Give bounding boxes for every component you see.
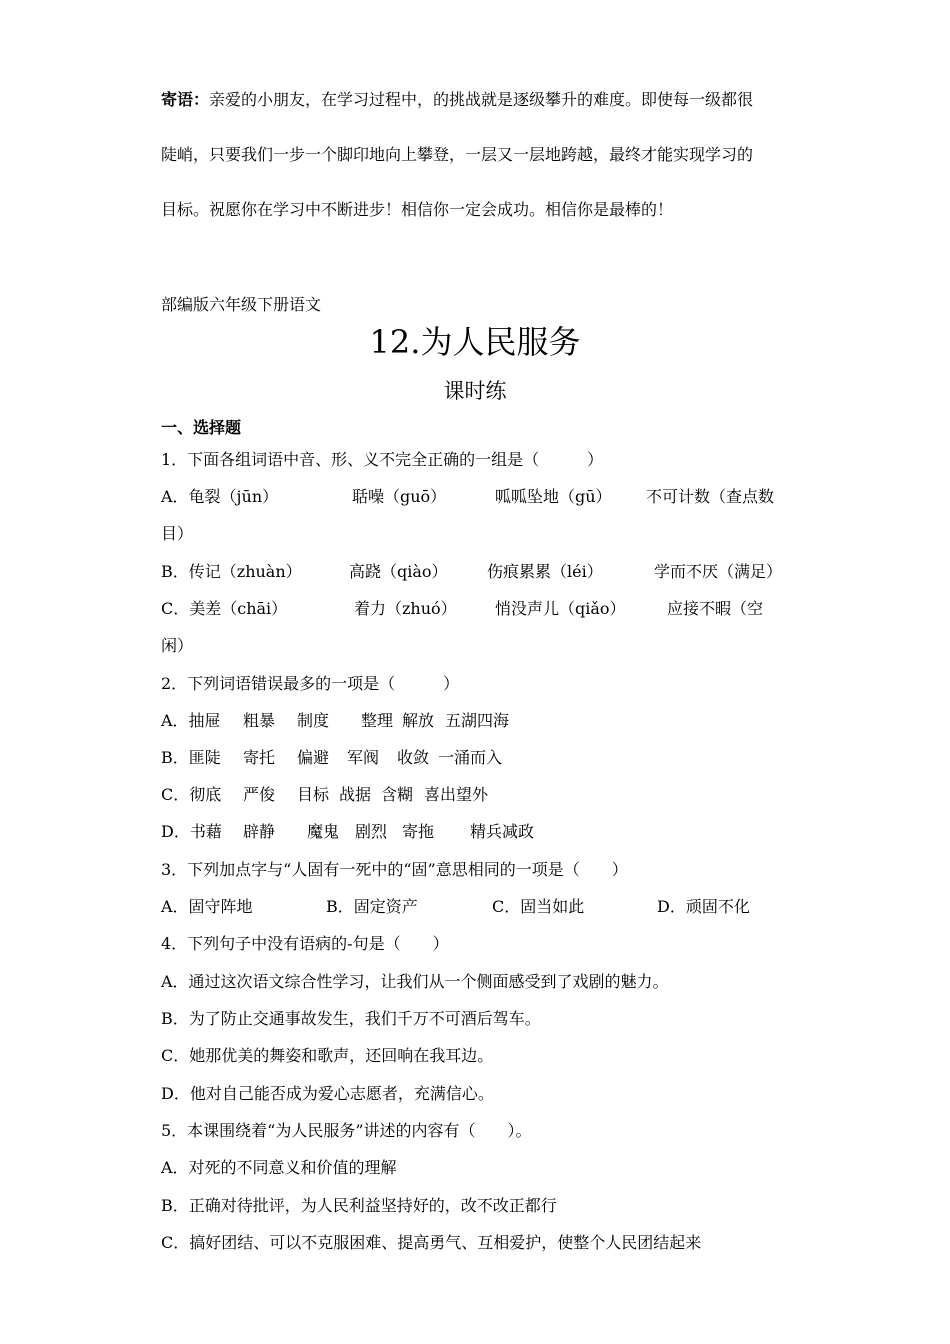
q1-option-c-2: 着力（zhuó） <box>354 599 457 618</box>
q2-option-a-2: 粗暴 <box>243 711 276 730</box>
q4-option-b: B．为了防止交通事故发生，我们千万不可酒后驾车。 <box>161 1009 541 1028</box>
q2-option-c-2: 严俊 <box>243 785 276 804</box>
q1-option-a-3: 呱呱坠地（gū） <box>495 487 612 506</box>
q2-option-b-5: 收敛 <box>397 748 430 767</box>
q5-option-b: B．正确对待批评，为人民利益坚持好的，改不改正都行 <box>161 1196 557 1215</box>
page-subtitle: 课时练 <box>443 379 507 403</box>
q2-option-a-5: 解放 <box>402 711 435 730</box>
q1-option-c-1: C．美差（chāi） <box>161 599 288 618</box>
source-label: 部编版六年级下册语文 <box>161 295 322 314</box>
q2-option-d-1: D．书藉 <box>161 822 222 841</box>
q1-option-a-wrap: 目） <box>161 524 194 543</box>
q4-option-c: C．她那优美的舞姿和歌声，还回响在我耳边。 <box>161 1046 494 1065</box>
q1-stem: 1．下面各组词语中音、形、义不完全正确的一组是（ ） <box>161 450 604 469</box>
q2-option-c-4: 战据 <box>339 785 372 804</box>
q5-option-c: C．搞好团结、可以不克服困难、提高勇气、互相爱护，使整个人民团结起来 <box>161 1233 702 1252</box>
q3-option-c: C．固当如此 <box>492 897 585 916</box>
preface-line-2: 陡峭，只要我们一步一个脚印地向上攀登，一层又一层地跨越，最终才能实现学习的 <box>161 145 754 164</box>
q3-stem: 3．下列加点字与“人固有一死中的“固”意思相同的一项是（ ） <box>161 860 628 879</box>
q2-option-a-6: 五湖四海 <box>445 711 510 730</box>
page-title: 12.为人民服务 <box>369 323 581 361</box>
q3-option-b: B．固定资产 <box>326 897 418 916</box>
preface-label: 寄语： <box>161 90 210 109</box>
q4-stem: 4．下列句子中没有语病的-句是（ ） <box>161 934 449 953</box>
q2-stem: 2．下列词语错误最多的一项是（ ） <box>161 674 460 693</box>
q1-option-a-4: 不可计数（查点数 <box>646 487 775 506</box>
q2-option-a-4: 整理 <box>361 711 394 730</box>
q1-option-a-2: 聒噪（guō） <box>352 487 447 506</box>
q2-option-b-2: 寄托 <box>243 748 276 767</box>
q2-option-d-5: 寄拖 <box>402 822 435 841</box>
preface-line-3: 目标。祝愿你在学习中不断进步！相信你一定会成功。相信你是最棒的！ <box>161 200 674 219</box>
q1-option-b-2: 高跷（qiào） <box>349 562 448 581</box>
q2-option-c-1: C．彻底 <box>161 785 222 804</box>
q3-option-a: A．固守阵地 <box>161 897 253 916</box>
q4-option-a: A．通过这次语文综合性学习，让我们从一个侧面感受到了戏剧的魅力。 <box>161 972 669 991</box>
q2-option-d-3: 魔鬼 <box>307 822 340 841</box>
q1-option-b-4: 学而不厌（满足） <box>654 562 783 581</box>
q2-option-b-6: 一涌而入 <box>438 748 503 767</box>
q2-option-d-2: 辟静 <box>243 822 276 841</box>
section-heading: 一、选择题 <box>161 418 242 437</box>
q1-option-b-1: B．传记（zhuàn） <box>161 562 302 581</box>
q1-option-a-1: A．龟裂（jūn） <box>161 487 279 506</box>
q2-option-d-4: 剧烈 <box>355 822 388 841</box>
q2-option-d-6: 精兵减政 <box>470 822 535 841</box>
q2-option-a-3: 制度 <box>297 711 330 730</box>
q4-option-d: D．他对自己能否成为爱心志愿者，充满信心。 <box>161 1084 494 1103</box>
q1-option-c-wrap: 闲） <box>161 636 194 655</box>
q2-option-b-1: B．匪陡 <box>161 748 221 767</box>
q2-option-b-4: 军阀 <box>347 748 380 767</box>
preface-line-1: 寄语：亲爱的小朋友，在学习过程中，的挑战就是逐级攀升的难度。即使每一级都很 <box>161 90 754 109</box>
q2-option-b-3: 偏避 <box>297 748 330 767</box>
q2-option-c-3: 目标 <box>297 785 330 804</box>
q3-option-d: D．顽固不化 <box>657 897 750 916</box>
q5-option-a: A．对死的不同意义和价值的理解 <box>161 1158 397 1177</box>
q1-option-c-4: 应接不暇（空 <box>667 599 764 618</box>
q2-option-a-1: A．抽屉 <box>161 711 221 730</box>
q2-option-c-6: 喜出望外 <box>424 785 489 804</box>
q2-option-c-5: 含糊 <box>381 785 414 804</box>
q1-option-c-3: 悄没声儿（qiǎo） <box>495 599 626 618</box>
q5-stem: 5．本课围绕着“为人民服务”讲述的内容有（ ）。 <box>161 1121 532 1140</box>
q1-option-b-3: 伤痕累累（léi） <box>487 562 603 581</box>
